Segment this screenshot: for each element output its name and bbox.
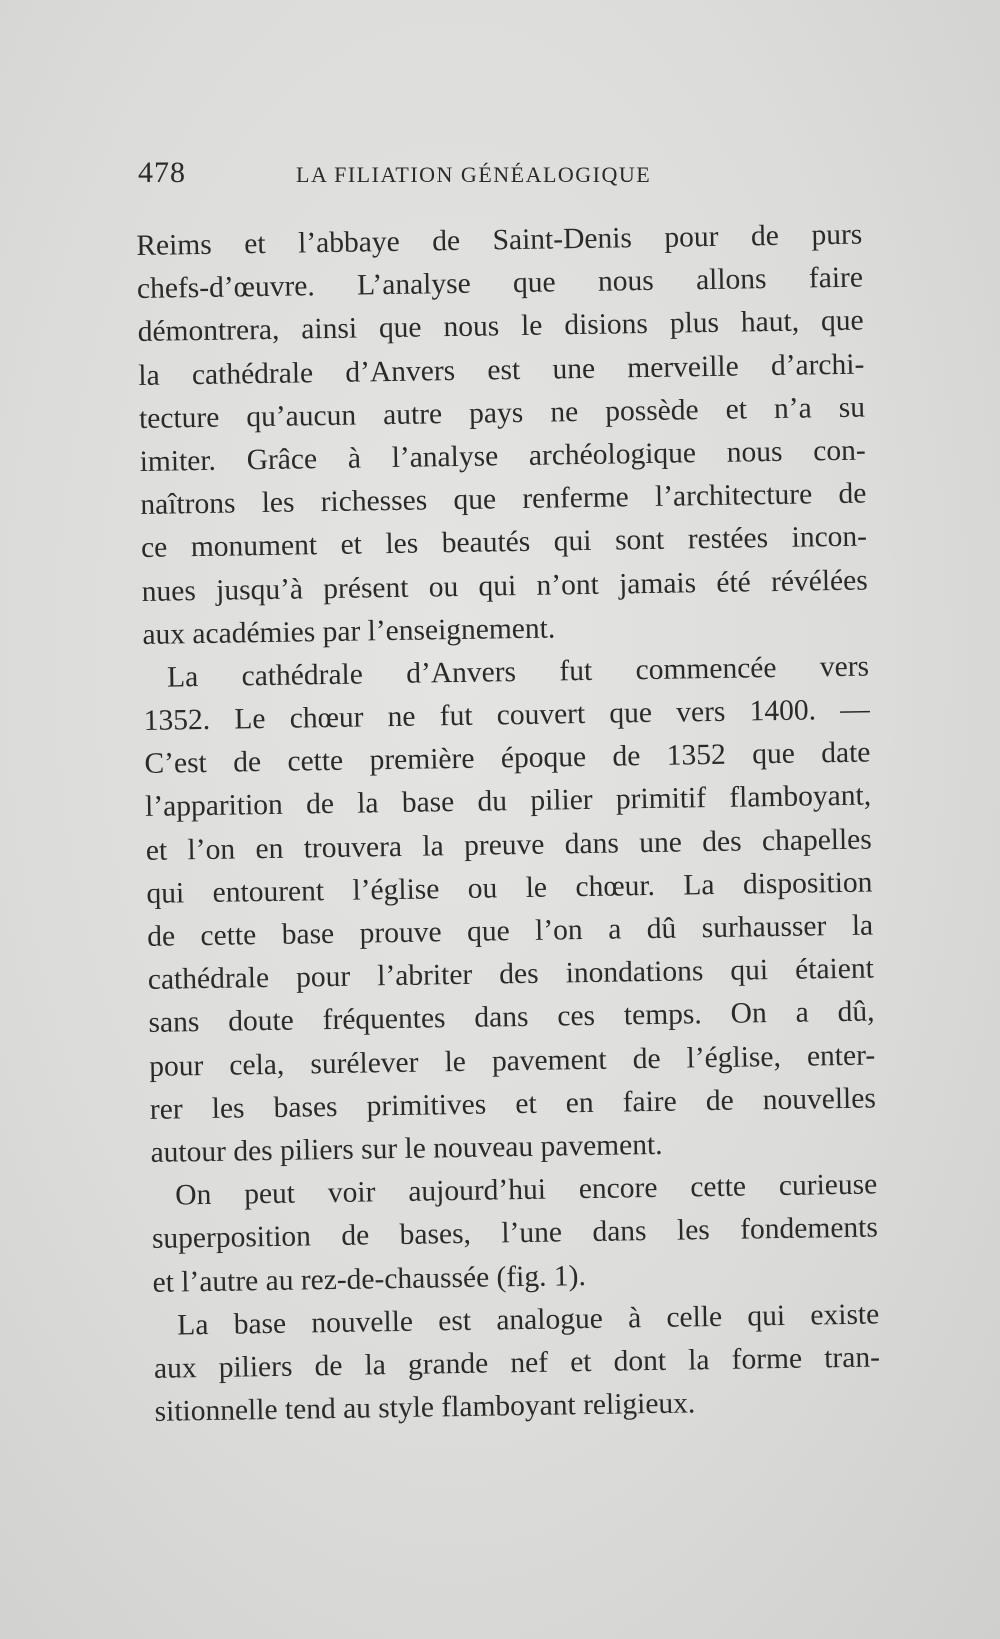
text-line: chefs-d’œuvre. L’analyse que nous allons faire — [136, 261, 864, 306]
text-line: naîtrons les richesses que renferme l’architecture de — [140, 477, 867, 522]
text-line: aux académies par l’enseignement. — [142, 612, 556, 651]
text-line: la cathédrale d’Anvers est une merveille d’archi- — [138, 348, 865, 392]
text-line: tecture qu’aucun autre pays ne possède et n’a su — [138, 391, 866, 435]
text-line: autour des piliers sur le nouveau pavement. — [150, 1128, 663, 1169]
text-line: C’est de cette première époque de 1352 que date — [144, 736, 871, 781]
text-line: La cathédrale d’Anvers fut commencée vers — [166, 650, 870, 694]
text-line: nues jusqu’à présent ou qui n’ont jamais été révélées — [141, 564, 868, 608]
paragraph-3 — [151, 1164, 879, 1305]
text-line: qui entourent l’église ou le chœur. La disposition — [146, 866, 873, 910]
text-line: Reims et l’abbaye de Saint-Denis pour de purs — [136, 218, 863, 262]
text-line: On peut voir aujourd’hui encore cette curieuse — [174, 1168, 878, 1212]
text-line: imiter. Grâce à l’analyse archéologique nous con- — [139, 434, 866, 478]
text-line: l’apparition de la base du pilier primitif flamboyant, — [144, 779, 872, 824]
text-line: démontrera, ainsi que nous le disions plus haut, que — [137, 304, 864, 349]
text-line: rer les bases primitives et en faire de nouvelles — [149, 1082, 877, 1126]
page-number: 478 — [138, 156, 186, 189]
text-line: pour cela, surélever le pavement de l’église, enter- — [148, 1039, 876, 1083]
text-line: cathédrale pour l’abriter des inondations qui étaient — [147, 952, 875, 997]
text-line: 1352. Le chœur ne fut couvert que vers 1400. — — [143, 693, 870, 737]
paragraph-1 — [136, 214, 869, 657]
text-line: et l’on en trouvera la preuve dans une des chapelles — [145, 823, 872, 867]
running-title: LA FILIATION GÉNÉALOGIQUE — [296, 162, 652, 187]
text-line: ce monument et les beautés qui sont restées incon- — [140, 520, 868, 565]
paragraph-4 — [153, 1293, 881, 1434]
text-line: aux piliers de la grande nef et dont la forme tran- — [153, 1341, 881, 1385]
text-line: sans doute fréquentes dans ces temps. On a dû, — [148, 995, 875, 1040]
text-line: superposition de bases, l’une dans les fondements — [151, 1211, 879, 1256]
text-line: sitionnelle tend au style flamboyant religieux. — [154, 1387, 696, 1428]
paragraph-2 — [143, 645, 877, 1175]
running-head — [138, 150, 718, 200]
text-line: de cette base prouve que l’on a dû surhausser la — [146, 909, 874, 953]
text-line: et l’autre au rez-de-chaussée (fig. 1). — [152, 1259, 587, 1299]
body-text — [136, 214, 881, 1435]
text-line: La base nouvelle est analogue à celle qui existe — [177, 1298, 880, 1342]
